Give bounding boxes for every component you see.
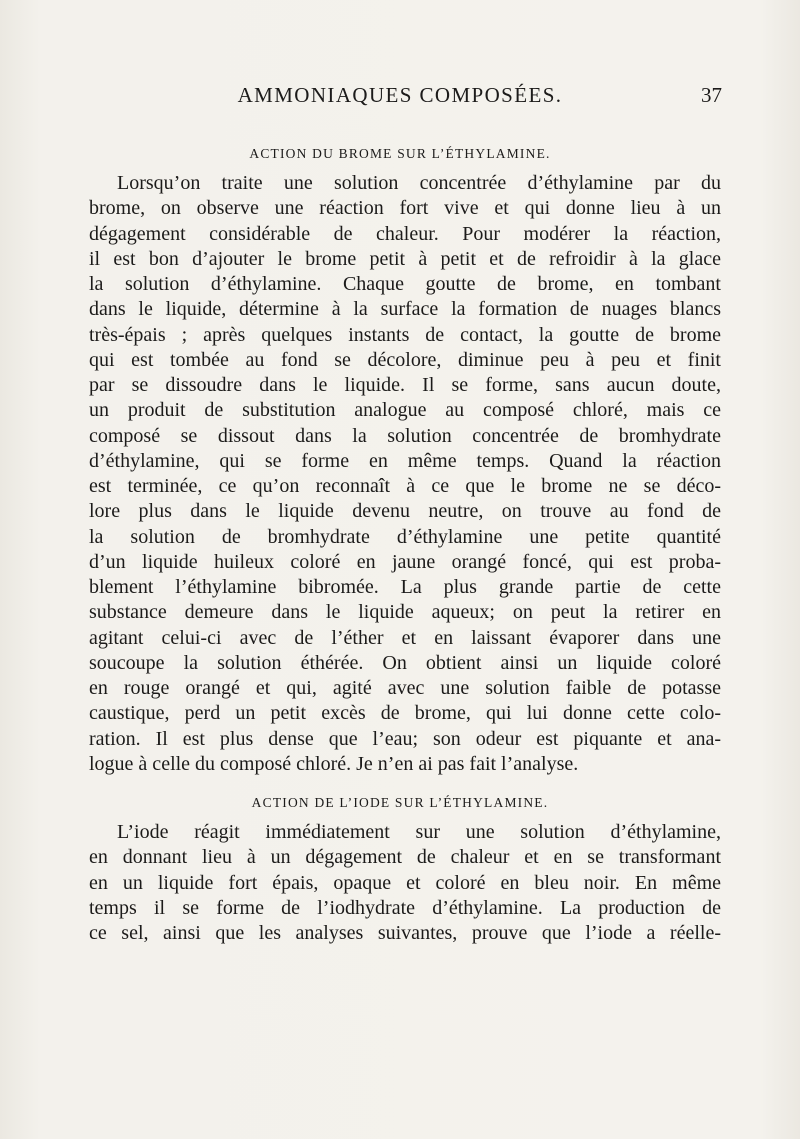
page-number: 37 (701, 83, 722, 107)
text-line: un produit de substitution analogue au composé chloré, mais ce (89, 399, 721, 422)
section-title-iode: ACTION DE L’IODE SUR L’ÉTHYLAMINE. (251, 795, 549, 810)
text-line: blement l’éthylamine bibromée. La plus grande partie de cette (89, 576, 721, 598)
text-line: est terminée, ce qu’on reconnaît à ce que le brome ne se déco- (89, 475, 721, 497)
text-line: qui est tombée au fond se décolore, diminue peu à peu et finit (89, 348, 721, 371)
text-line: ration. Il est plus dense que l’eau; son odeur est piquante et ana- (89, 727, 721, 750)
text-line: d’éthylamine, qui se forme en même temps. Quand la réaction (89, 449, 721, 472)
text-line: en rouge orangé et qui, agité avec une solution faible de potasse (89, 677, 721, 699)
text-line: par se dissoudre dans le liquide. Il se forme, sans aucun doute, (89, 374, 721, 396)
text-line: très-épais ; après quelques instants de contact, la goutte de brome (89, 323, 721, 346)
text-line: en donnant lieu à un dégagement de chaleur et en se transformant (89, 846, 721, 869)
text-line: la solution d’éthylamine. Chaque goutte de brome, en tombant (89, 273, 721, 295)
text-line: Lorsqu’on traite une solution concentrée d’éthylamine par du (117, 172, 721, 194)
text-line: dégagement considérable de chaleur. Pour modérer la réaction, (89, 222, 721, 245)
text-line: en un liquide fort épais, opaque et coloré en bleu noir. En même (89, 871, 721, 894)
text-line: L’iode réagit immédiatement sur une solution d’éthylamine, (117, 821, 721, 843)
text-line: la solution de bromhydrate d’éthylamine une petite quantité (89, 525, 721, 548)
text-line: il est bon d’ajouter le brome petit à petit et de refroidir à la glace (89, 247, 721, 270)
text-line: agitant celui-ci avec de l’éther et en laissant évaporer dans une (89, 626, 721, 649)
text-line: substance demeure dans le liquide aqueux; on peut la retirer en (89, 601, 721, 624)
text-line: soucoupe la solution éthérée. On obtient ainsi un liquide coloré (89, 651, 721, 674)
text-line: lore plus dans le liquide devenu neutre, on trouve au fond de (89, 500, 721, 523)
text-line: temps il se forme de l’iodhydrate d’éthylamine. La production de (89, 896, 721, 919)
text-line: brome, on observe une réaction fort vive et qui donne lieu à un (89, 197, 721, 220)
text-line: caustique, perd un petit excès de brome, qui lui donne cette colo- (89, 702, 721, 725)
text-line: composé se dissout dans la solution concentrée de bromhydrate (89, 424, 721, 447)
paragraph-iode (89, 820, 721, 946)
text-line: dans le liquide, détermine à la surface la formation de nuages blancs (89, 298, 721, 321)
paragraph-brome (89, 171, 721, 777)
section-title-brome: ACTION DU BROME SUR L’ÉTHYLAMINE. (249, 146, 551, 161)
running-title: AMMONIAQUES COMPOSÉES. (237, 83, 563, 107)
text-line: d’un liquide huileux coloré en jaune orangé foncé, qui est proba- (89, 550, 721, 573)
running-header (0, 83, 800, 113)
text-line: ce sel, ainsi que les analyses suivantes, prouve que l’iode a réelle- (89, 922, 721, 944)
text-line: logue à celle du composé chloré. Je n’en ai pas fait l’analyse. (89, 752, 579, 775)
